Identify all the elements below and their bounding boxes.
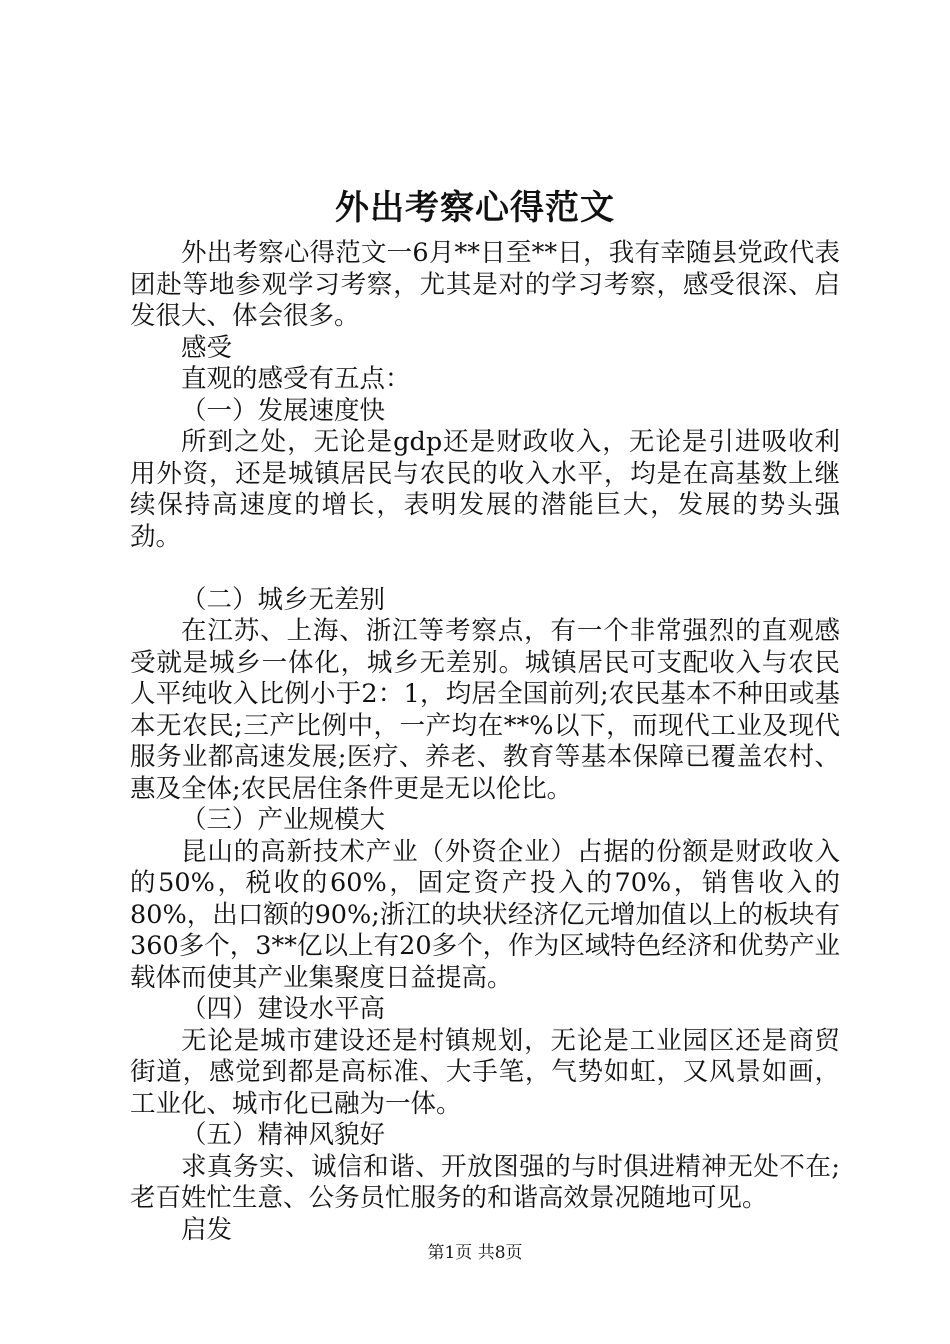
paragraph-3: 昆山的高新技术产业（外资企业）占据的份额是财政收入的50%，税收的60%，固定资产投入的70%，销售收入的80%，出口额的90%;浙江的块状经济亿元增加值以上的板块有360多个，3**亿以上有20多个，作为区域特色经济和优势产业载体而使其产业集聚度日益提高。 [130, 836, 840, 993]
paragraph-intro: 外出考察心得范文一6月**日至**日，我有幸随县党政代表团赴等地参观学习考察，尤其是对的学习考察，感受很深、启发很大、体会很多。 [130, 238, 840, 331]
paragraph-5: 求真务实、诚信和谐、开放图强的与时俱进精神无处不在;老百姓忙生意、公务员忙服务的和谐高效景况随地可见。 [130, 1151, 840, 1213]
paragraph-five-points: 直观的感受有五点： [181, 364, 411, 394]
section-heading-feelings: 感受 [181, 332, 233, 363]
subheading-2: （二）城乡无差别 [181, 584, 386, 615]
subheading-3: （三）产业规模大 [181, 805, 386, 835]
subheading-4: （四）建设水平高 [181, 994, 386, 1024]
paragraph-2: 在江苏、上海、浙江等考察点，有一个非常强烈的直观感受就是城乡一体化，城乡无差别。城镇居民可支配收入与农民人平纯收入比例小于2：1，均居全国前列;农民基本不种田或基本无农民;三产比例中，一产均在**%以下，而现代工业及现代服务业都高速发展;医疗、养老、教育等基本保障已覆盖农村、惠及全体;农民居住条件更是无以伦比。 [130, 616, 840, 804]
paragraph-1: 所到之处，无论是gdp还是财政收入，无论是引进吸收利用外资，还是城镇居民与农民的收入水平，均是在高基数上继续保持高速度的增长，表明发展的潜能巨大，发展的势头强劲。 [130, 427, 840, 552]
section-heading-inspiration: 启发 [181, 1214, 233, 1245]
document-title: 外出考察心得范文 [335, 188, 615, 228]
document-body [130, 238, 840, 1246]
subheading-1: （一）发展速度快 [181, 395, 386, 426]
paragraph-4: 无论是城市建设还是村镇规划，无论是工业园区还是商贸街道，感觉到都是高标准、大手笔，气势如虹，又风景如画，工业化、城市化已融为一体。 [130, 1025, 840, 1119]
subheading-5: （五）精神风貌好 [181, 1120, 386, 1150]
page-footer: 第1页 共8页 [427, 1243, 523, 1263]
